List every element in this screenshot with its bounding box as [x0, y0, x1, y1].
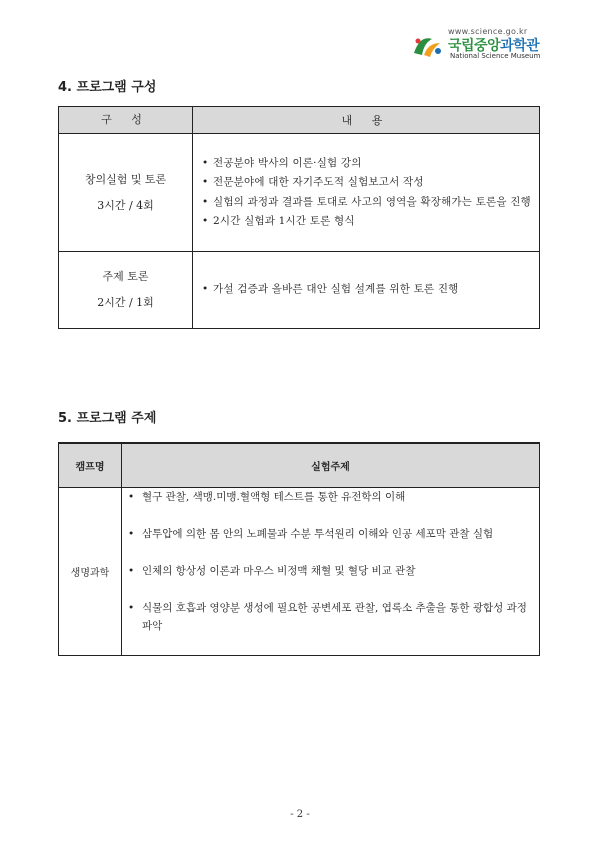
list-item: • 식물의 호흡과 영양분 생성에 필요한 공변세포 관찰, 엽록소 추출을 통한 광합성 과정 파악	[142, 599, 533, 635]
table-header-row	[59, 107, 540, 134]
row-label-cell: 생명과학	[59, 488, 122, 656]
list-item: • 혈구 관찰, 색맹.미맹.혈액형 테스트를 통한 유전학의 이해	[142, 488, 533, 506]
table-header-row	[59, 443, 540, 488]
row-label: 주제 토론	[102, 270, 149, 283]
table-header-cell: 구 성	[59, 107, 193, 134]
table-row	[59, 488, 540, 656]
page-number: - 2 -	[290, 809, 310, 820]
section-title-program-structure: 4. 프로그램 구성	[58, 80, 157, 95]
bullet-list	[122, 488, 539, 635]
row-label: 창의실험 및 토론	[84, 172, 167, 186]
section-title-program-topics: 5. 프로그램 주제	[58, 411, 157, 426]
museum-logo	[410, 27, 550, 61]
table-header-cell: 실험주제	[122, 443, 540, 488]
logo-mark-icon	[410, 33, 446, 59]
row-content-cell	[193, 252, 540, 329]
list-item: • 인체의 항상성 이론과 마우스 비정맥 채혈 및 혈당 비교 관찰	[142, 562, 533, 580]
list-item: • 실험의 과정과 결과를 토대로 사고의 영역을 확장해가는 토론을 진행	[213, 193, 533, 213]
bullet-list	[193, 154, 539, 232]
bullet-list	[193, 280, 539, 300]
list-item: • 삼투압에 의한 몸 안의 노폐물과 수분 투석원리 이해와 인공 세포막 관찰 실험	[142, 525, 533, 543]
logo-name-english: National Science Museum	[450, 52, 541, 60]
row-content-cell	[193, 134, 540, 252]
list-item: • 2시간 실험과 1시간 토론 형식	[213, 212, 533, 232]
logo-name-part-a: 국립중앙	[448, 38, 501, 54]
logo-url-text: www.science.go.kr	[448, 27, 528, 36]
row-sublabel: 2시간 / 1회	[97, 296, 154, 309]
program-topics-table	[58, 442, 540, 656]
list-item: • 가설 검증과 올바른 대안 실험 설계를 위한 토론 진행	[213, 280, 533, 300]
table-header-cell: 캠프명	[59, 443, 122, 488]
list-item: • 전공분야 박사의 이론·실험 강의	[213, 154, 533, 174]
program-structure-table	[58, 106, 540, 329]
table-header-cell: 내 용	[193, 107, 540, 134]
table-row	[59, 134, 540, 252]
list-item: • 전문분야에 대한 자기주도적 실험보고서 작성	[213, 173, 533, 193]
row-label-cell	[59, 134, 193, 252]
row-sublabel: 3시간 / 4회	[97, 198, 154, 212]
table-row	[59, 252, 540, 329]
row-label-cell	[59, 252, 193, 329]
logo-name-part-b: 과학관	[500, 38, 540, 54]
row-content-cell	[122, 488, 540, 656]
